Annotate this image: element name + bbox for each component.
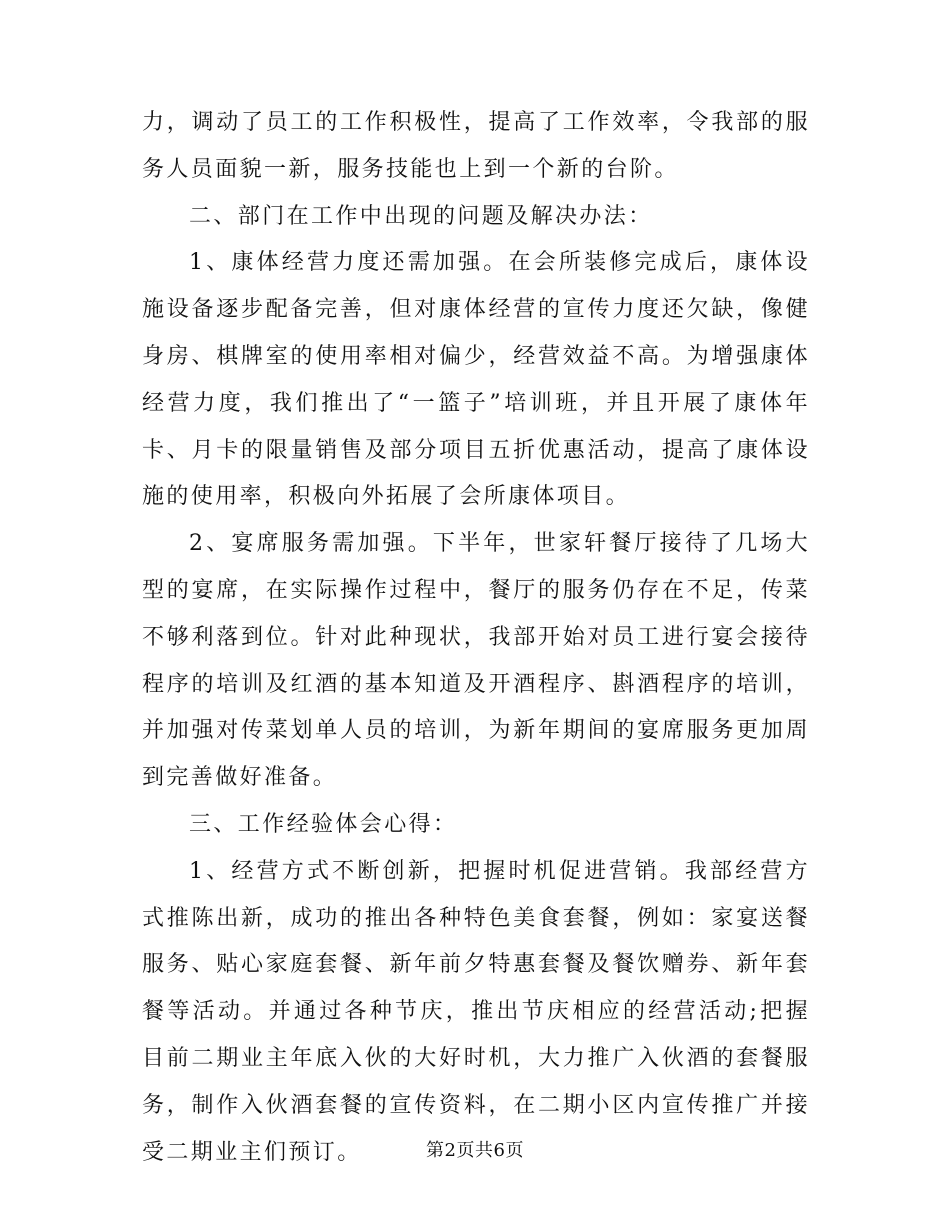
paragraph-business-innovation: 1、经营方式不断创新，把握时机促进营销。我部经营方式推陈出新，成功的推出各种特色美食套餐，例如：家宴送餐服务、贴心家庭套餐、新年前夕特惠套餐及餐饮赠券、新年套餐等活动。并通过各种节庆，推出节庆相应的经营活动;把握目前二期业主年底入伙的大好时机，大力推广入伙酒的套餐服务，制作入伙酒套餐的宣传资料，在二期小区内宣传推广并接受二期业主们预订。 [142,858,810,1165]
document-body [142,100,810,1176]
page-number-footer: 第2页共6页 [426,1140,524,1161]
section-heading-experience: 三、工作经验体会心得： [189,811,458,837]
paragraph-banquet-service: 2、宴席服务需加强。下半年，世家轩餐厅接待了几场大型的宴席，在实际操作过程中，餐厅的服务仍存在不足，传菜不够利落到位。针对此种现状，我部开始对员工进行宴会接待程序的培训及红酒的基本知道及开酒程序、斟酒程序的培训，并加强对传菜划单人员的培训，为新年期间的宴席服务更加周到完善做好准备。 [142,531,810,791]
section-heading-problems: 二、部门在工作中出现的问题及解决办法： [189,203,653,229]
paragraph-fitness-operations: 1、康体经营力度还需加强。在会所装修完成后，康体设施设备逐步配备完善，但对康体经营的宣传力度还欠缺，像健身房、棋牌室的使用率相对偏少，经营效益不高。为增强康体经营力度，我们推出了“一篮子”培训班，并且开展了康体年卡、月卡的限量销售及部分项目五折优惠活动，提高了康体设施的使用率，积极向外拓展了会所康体项目。 [142,250,810,510]
paragraph-continuation: 力，调动了员工的工作积极性，提高了工作效率，令我部的服务人员面貌一新，服务技能也上到一个新的台阶。 [142,110,810,182]
